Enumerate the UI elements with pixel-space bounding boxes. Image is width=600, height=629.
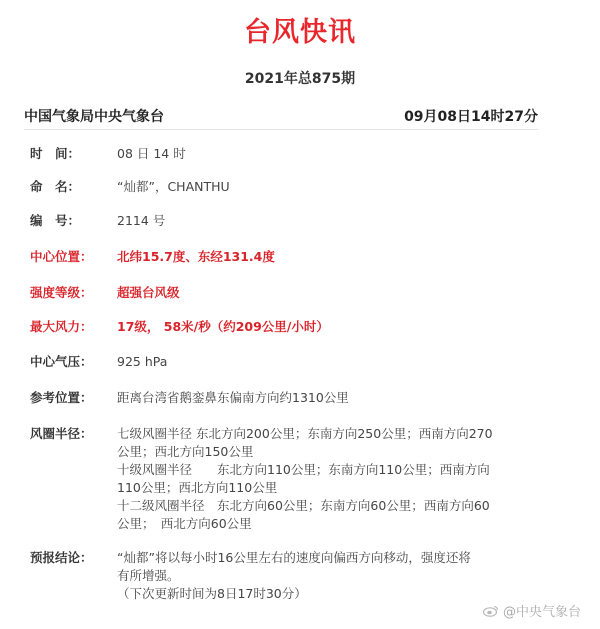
field-value — [117, 549, 557, 603]
weibo-watermark — [483, 601, 581, 620]
field-value: 17级， 58米/秒（约209公里/小时） — [117, 319, 329, 334]
radius-line: 七级风圈半径 东北方向200公里；东南方向250公里；西南方向270 — [117, 426, 493, 441]
field-label: 参考位置： — [30, 390, 93, 405]
forecast-line: “灿都”将以每小时16公里左右的速度向偏西方向移动，强度还将 — [117, 550, 471, 565]
field-value — [117, 425, 557, 533]
field-label: 强度等级： — [30, 285, 93, 300]
field-label: 编 号： — [30, 213, 81, 228]
field-label: 命 名： — [30, 179, 81, 194]
issue-number: 2021年总875期 — [244, 71, 356, 87]
radius-line: 公里； 西北方向60公里 — [117, 516, 252, 531]
field-value: 超强台风级 — [117, 285, 180, 300]
header-divider — [24, 129, 538, 130]
radius-line: 十级风圈半径 东北方向110公里；东南方向110公里；西南方向 — [117, 462, 490, 477]
field-value: 925 hPa — [117, 354, 168, 369]
bulletin-title: 台风快讯 — [244, 17, 356, 48]
field-value: 2114 号 — [117, 213, 166, 228]
issuing-organization: 中国气象局中央气象台 — [24, 109, 164, 125]
field-value: 北纬15.7度、东经131.4度 — [117, 249, 275, 264]
field-label: 风圈半径： — [30, 426, 93, 441]
field-value: 距离台湾省鹅銮鼻东偏南方向约1310公里 — [117, 390, 349, 405]
field-value: 08 日 14 时 — [117, 146, 186, 161]
field-label: 预报结论： — [30, 550, 93, 565]
field-value: “灿都”，CHANTHU — [117, 179, 230, 194]
field-label: 中心气压： — [30, 354, 93, 369]
radius-line: 十二级风圈半径 东北方向60公里；东南方向60公里；西南方向60 — [117, 498, 490, 513]
radius-line: 公里；西北方向150公里 — [117, 444, 254, 459]
radius-line: 110公里；西北方向110公里 — [117, 480, 278, 495]
issue-time: 09月08日14时27分 — [404, 109, 538, 125]
watermark-text: @中央气象台 — [503, 605, 582, 620]
field-label: 中心位置： — [30, 249, 93, 264]
forecast-line: 有所增强。 — [117, 568, 180, 583]
field-label: 时 间： — [30, 146, 81, 161]
field-label: 最大风力： — [30, 319, 93, 334]
bulletin-header — [24, 106, 538, 128]
weibo-icon — [483, 605, 499, 617]
forecast-line: （下次更新时间为8日17时30分） — [117, 586, 307, 601]
